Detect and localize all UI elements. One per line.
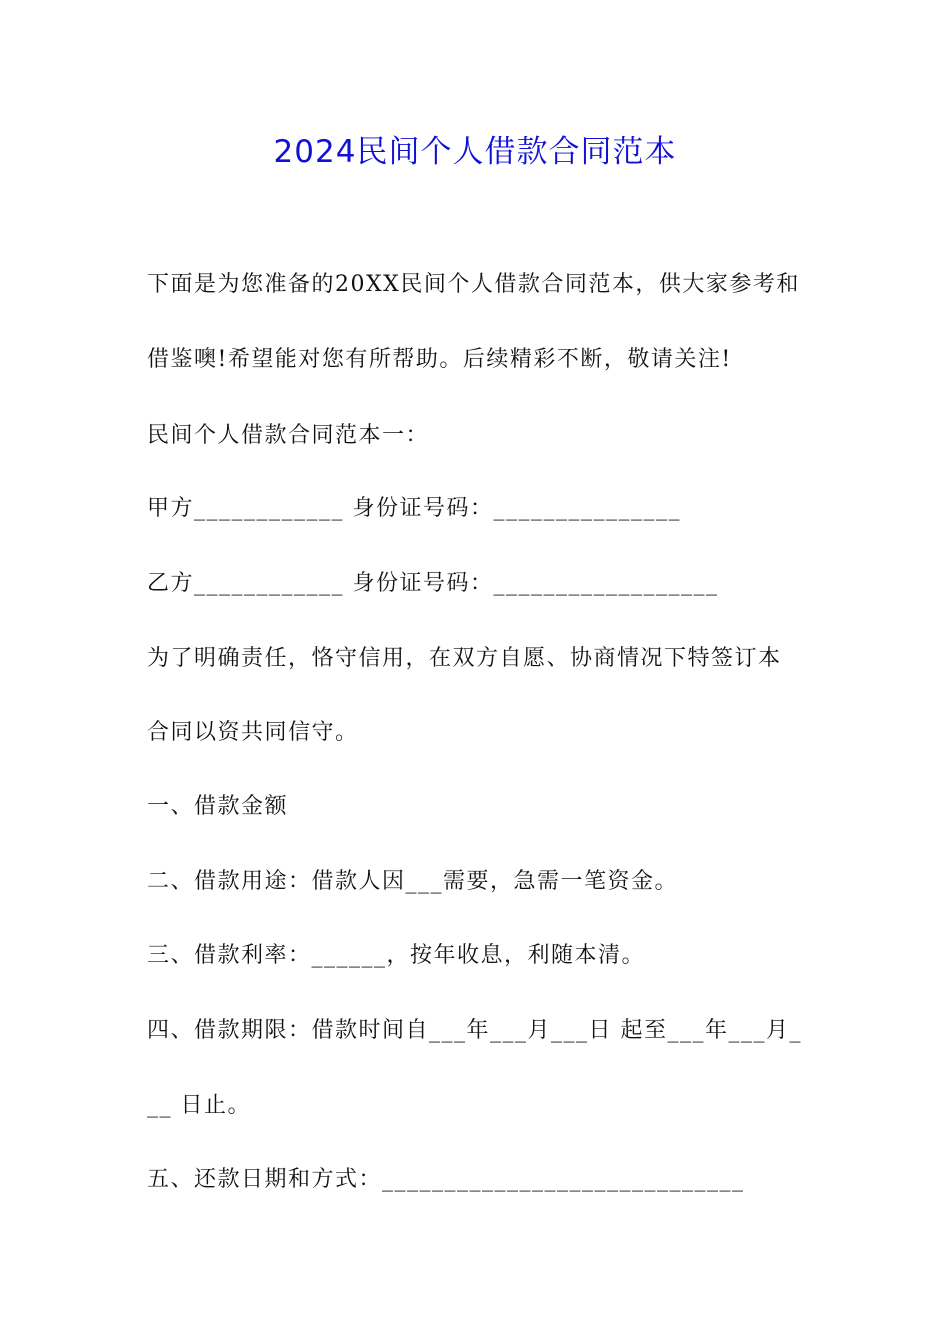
section-heading: 民间个人借款合同范本一： <box>147 423 430 448</box>
party-a-line: 甲方____________ 身份证号码：_______________ <box>147 496 681 521</box>
clause-3: 三、借款利率：______，按年收息，利随本清。 <box>147 943 646 968</box>
intro-line-1: 下面是为您准备的20XX民间个人借款合同范本，供大家参考和 <box>147 272 800 297</box>
clause-2: 二、借款用途：借款人因___需要，急需一笔资金。 <box>147 869 679 894</box>
purpose-line-2: 合同以资共同信守。 <box>147 720 359 745</box>
clause-4-line-1: 四、借款期限：借款时间自___年___月___日 起至___年___月_ <box>147 1018 802 1043</box>
clause-5: 五、还款日期和方式：_____________________________ <box>147 1167 745 1192</box>
clause-1: 一、借款金额 <box>147 794 289 819</box>
document-title: 2024民间个人借款合同范本 <box>273 134 677 170</box>
purpose-line-1: 为了明确责任，恪守信用，在双方自愿、协商情况下特签订本 <box>147 646 782 671</box>
clause-4-line-2: __ 日止。 <box>147 1093 251 1118</box>
party-b-line: 乙方____________ 身份证号码：__________________ <box>147 571 719 596</box>
intro-line-2: 借鉴噢!希望能对您有所帮助。后续精彩不断，敬请关注! <box>147 347 732 372</box>
